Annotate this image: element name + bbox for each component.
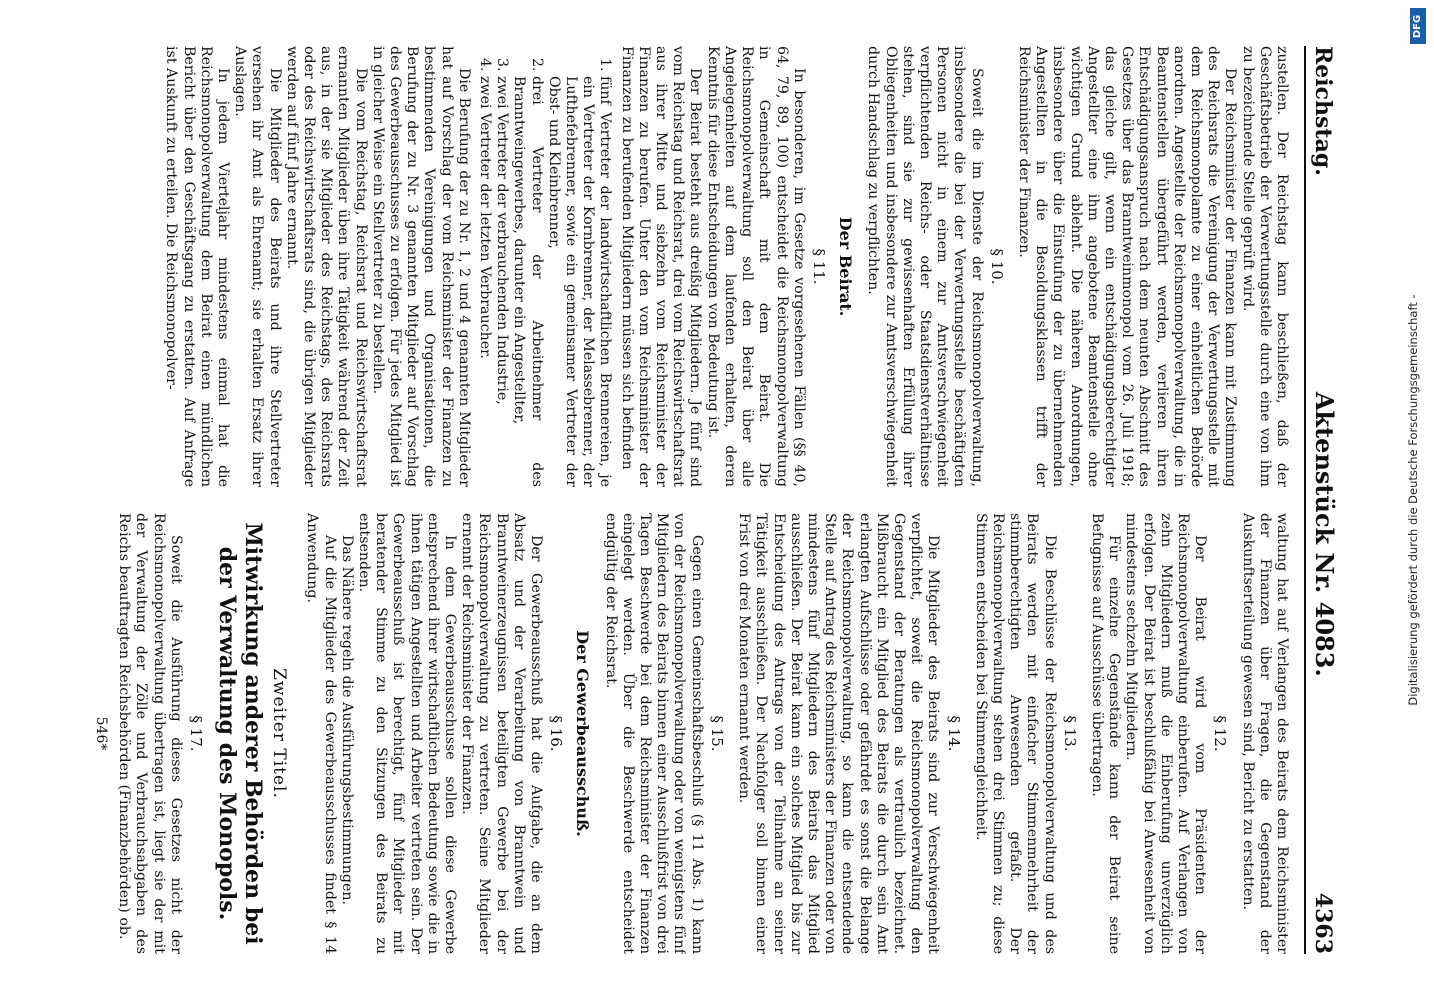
- paragraph: Soweit die im Dienste der Reichsmonopolverwaltung, insbesondere die bei der Verwertungsstelle beschäftigten Personen nicht in einem zur Amtsverschwiegenheit verpflichtenden Reichs- oder Staatsdienstverhältnisse stehen, sind sie zur gewissenhaften Erfüllung ihrer Obliegenheiten und insbesondere zur Amtsverschwiegenheit durch Handschlag zu verpflichten.: [865, 46, 985, 487]
- paragraph: In dem Gewerbeausschusse sollen diese Gewerbe entsprechend ihrer wirtschaftlichen Bedeutung sowie die in ihnen tätigen Angestellten und Arbeiter vertreten sein. Der Gewerbeausschuß ist berechtigt, fünf Mitglieder mit beratender Stimme zu den Sitzungen des Beirats zu entsenden.: [356, 513, 459, 954]
- list-item: 1. fünf Vertreter der landwirtschaftlichen Brennereien, je ein Vertreter der Kornbrenner, der Melassebrenner, der Lufthefebrenner, sowie ein gemeinsamer Vertreter der Obst- und Kleinbrenner,: [545, 76, 614, 487]
- paragraph: Das Nähere regeln die Ausführungsbestimmungen.: [338, 535, 355, 905]
- section-number: § 16.: [547, 715, 566, 752]
- sheet-signature: 546*: [93, 716, 110, 751]
- paragraph: In besonderen, im Gesetze vorgesehenen Fällen (§§ 40, 64, 79, 89, 100) entscheidet die Reichsmonopolverwaltung in Gemeinschaft mit dem Beirat. Die Reichsmonopolverwaltung soll den Beirat über alle Angelegenheiten auf dem laufenden erhalten, deren Kenntnis für diese Entscheidungen von Bedeutung ist.: [704, 46, 807, 487]
- paragraph: Die Berufung der zu Nr. 1, 2 und 4 genannten Mitglieder hat auf Vorschlag der vom Reichsminister der Finanzen zu bestimmenden Vereinigungen und Organisationen, die Berufung der zu Nr. 3 genannten Mitglieder auf Vorschlag des Gewerbeausschusses zu erfolgen. Für jedes Mitglied ist in gleicher Weise ein Stellvertreter zu bestellen.: [369, 46, 472, 487]
- column-right: [40, 513, 1290, 954]
- paragraph: Gegen einen Gemeinschaftsbeschluß (§ 11 Abs. 1) kann von der Reichsmonopolverwaltung oder von wenigstens fünf Mitgliedern des Beirats binnen einer Ausschlußfrist von drei Tagen Beschwerde bei dem Reichsminister der Finanzen eingelegt werden. Über die Beschwerde entscheidet endgültig der Reichsrat.: [602, 513, 705, 954]
- dfg-logo-text: DFG: [1412, 14, 1424, 38]
- paragraph: Für einzelne Gegenstände kann der Beirat seine Befugnisse auf Ausschüsse übertragen.: [1088, 513, 1123, 954]
- paragraph: Der Gewerbeausschuß hat die Aufgabe, die an dem Absatz und der Verarbeitung von Branntwein und Branntweinerzeugnissen beteiligten Gewerbe bei der Reichsmonopolverwaltung zu vertreten. Seine Mitglieder ernennt der Reichsminister der Finanzen.: [459, 513, 545, 954]
- paragraph: Auf die Mitglieder des Gewerbeausschusses findet § 14 Anwendung.: [304, 513, 338, 954]
- section-number: § 12.: [1211, 715, 1230, 752]
- paragraph: Der Beirat besteht aus dreißig Mitgliedern. Je fünf sind vom Reichstag und Reichsrat, drei vom Reichswirtschaftsrat aus ihrer Mitte und siebzehn vom Reichsminister der Finanzen zu berufen. Unter den vom Reichsminister der Finanzen zu berufenden Mitgliedern müssen sich befinden: [618, 46, 704, 487]
- title-heading: Mitwirkung anderer Behörden bei der Verwaltung des Monopols.: [214, 522, 267, 945]
- paragraph: Die vom Reichstag, Reichsrat und Reichswirtschaftsrat ernannten Mitglieder üben ihre Tätigkeit während der Zeit aus, in der sie Mitglieder des Reichstags, des Reichsrats oder des Reichswirtschaftsrats sind, die übrigen Mitglieder werden auf fünf Jahre ernannt.: [283, 46, 369, 487]
- digitization-sidebar: [1392, 0, 1434, 1000]
- title-number: Zweiter Titel.: [269, 668, 290, 799]
- list-item: 3. zwei Vertreter der verbrauchenden Industrie,: [493, 76, 510, 487]
- section-number: § 10.: [987, 248, 1006, 285]
- header-left: Reichstag.: [1310, 46, 1336, 176]
- paragraph: Der Reichsminister der Finanzen kann mit Zustimmung des Reichsrats die Vereinigung der Verwertungsstelle mit dem Reichsmonopolamte zu einer einheitlichen Behörde anordnen. Angestellte der Reichsmonopolverwaltung, die in Beamtenstellen übergeführt werden, verlieren ihren Entschädigungsanspruch nach dem neunten Abschnitt des Gesetzes über das Branntweinmonopol vom 26. Juli 1918; das gleiche gilt, wenn ein entschädigungsberechtigter Angestellter eine ihm angebotene Beamtenstelle ohne wichtigen Grund ablehnt. Die näheren Anordnungen, insbesondere über die Einstufung der zu übernehmenden Angestellten in die Besoldungsklassen trifft der Reichsminister der Finanzen.: [1015, 46, 1239, 487]
- section-number: § 14.: [944, 715, 963, 752]
- paragraph: Der Beirat wird vom Präsidenten der Reichsmonopolverwaltung einberufen. Auf Verlangen von zehn Mitgliedern muß die Einberufung unverzüglich erfolgen. Der Beirat ist beschlußfähig bei Anwesenheit von mindestens sechzehn Mitgliedern.: [1123, 513, 1209, 954]
- digitization-credit: Digitalisierung gefördert durch die Deutsche Forschungsgemeinschaft -: [1406, 294, 1420, 706]
- page-header: [1304, 46, 1350, 954]
- paragraph: Die Mitglieder des Beirats und ihre Stellvertreter versehen ihr Amt als Ehrenamt; sie erhalten Ersatz ihrer Auslagen.: [232, 46, 283, 487]
- paragraph: Die Beschlüsse der Reichsmonopolverwaltung und des Beirats werden mit einfacher Stimmenmehrheit der stimmberechtigten Anwesenden gefaßt. Der Reichsmonopolverwaltung stehen drei Stimmen zu; diese Stimmen entscheiden bei Stimmengleichheit.: [972, 513, 1058, 954]
- section-heading: Der Gewerbeausschuß.: [573, 630, 593, 837]
- column-left: [40, 46, 1290, 487]
- section-number: § 11.: [809, 248, 828, 285]
- section-number: § 17.: [187, 715, 206, 752]
- dfg-logo: [1410, 8, 1426, 44]
- section-number: § 15.: [707, 715, 726, 752]
- member-list: [476, 46, 614, 487]
- paragraph: zustellen. Der Reichstag kann beschließen, daß der Geschäftsbetrieb der Verwertungsstelle durch eine von ihm zu bezeichnende Stelle geprüft wird.: [1239, 46, 1290, 487]
- paragraph: Soweit die Ausführung dieses Gesetzes nicht der Reichsmonopolverwaltung übertragen ist, liegt sie der mit der Verwaltung der Zölle und Verbrauchsabgaben des Reichs beauftragten Reichsbehörden (Finanzbehörden) ob.: [116, 513, 184, 954]
- page-number: 4363: [1310, 892, 1336, 954]
- list-item: 2. drei Vertreter der Arbeitnehmer des Branntweingewerbes, darunter ein Angestellter,: [510, 76, 544, 487]
- list-item: 4. zwei Vertreter der letzten Verbraucher.: [476, 76, 493, 487]
- header-title: Aktenstück Nr. 4083.: [1310, 391, 1339, 677]
- section-number: § 13.: [1060, 715, 1079, 752]
- paragraph: Die Mitglieder des Beirats sind zur Verschwiegenheit verpflichtet, soweit die Reichsmonopolverwaltung den Gegenstand der Beratungen als vertraulich bezeichnet. Mißbraucht ein Mitglied des Beirats die durch sein Amt erlangten Aufschlüsse oder gefährdet es sonst die Belange der Reichsmonopolverwaltung, so kann die entsendende Stelle auf Antrag des Reichsministers der Finanzen oder von mindestens fünf Mitgliedern des Beirats das Mitglied ausschließen. Der Beirat kann ein solches Mitglied bis zur Entscheidung des Antrags von der Teilnahme an seiner Tätigkeit ausschließen. Der Nachfolger soll binnen einer Frist von drei Monaten ernannt werden.: [736, 513, 942, 954]
- paragraph: waltung hat auf Verlangen des Beirats dem Reichsminister der Finanzen über Fragen, die Gegenstand der Auskunftserteilung gewesen sind, Bericht zu erstatten.: [1239, 513, 1290, 954]
- section-heading: Der Beirat.: [836, 216, 856, 317]
- paragraph: In jedem Vierteljahr mindestens einmal hat die Reichsmonopolverwaltung dem Beirat einen mündlichen Bericht über den Geschäftsgang zu erstatten. Auf Anfrage ist Auskunft zu erteilen. Die Reichsmonopolver-: [163, 46, 232, 487]
- text-columns: [40, 46, 1290, 954]
